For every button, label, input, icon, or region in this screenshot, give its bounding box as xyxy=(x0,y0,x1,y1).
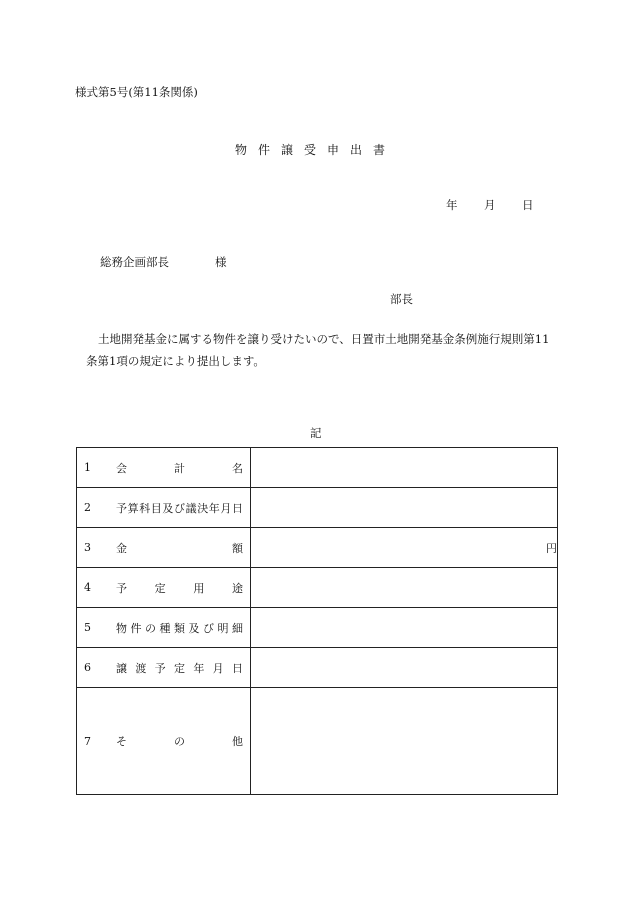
applicant-title: 部長 xyxy=(390,292,413,306)
row-value-cell[interactable] xyxy=(251,608,558,648)
row-value-cell[interactable] xyxy=(251,568,558,608)
row-label: 予算科目及び議決年月日 xyxy=(116,501,243,515)
row-number: 3 xyxy=(84,541,91,554)
addressee-name: 総務企画部長 xyxy=(100,255,169,269)
body-text: 土地開発基金に属する物件を譲り受けたいので、日置市土地開発基金条例施行規則第11条第1項の規定により提出します。 xyxy=(86,332,550,368)
row-label-cell xyxy=(77,528,251,568)
table-row xyxy=(77,688,558,795)
row-label: 譲渡予定年月日 xyxy=(116,661,243,675)
date-year-label: 年 xyxy=(446,198,458,212)
table-row xyxy=(77,528,558,568)
table-row xyxy=(77,448,558,488)
row-label: 物件の種類及び明細 xyxy=(116,621,243,635)
row-value-cell[interactable] xyxy=(251,688,558,795)
table-row xyxy=(77,648,558,688)
row-label: 会計名 xyxy=(116,461,243,475)
row-label-cell xyxy=(77,608,251,648)
row-number: 6 xyxy=(84,661,91,674)
date-day-label: 日 xyxy=(522,198,534,212)
table-row xyxy=(77,568,558,608)
date-line xyxy=(446,197,534,213)
row-value-cell[interactable] xyxy=(251,448,558,488)
row-number: 7 xyxy=(84,734,91,748)
table-row xyxy=(77,488,558,528)
document-title: 物件譲受申出書 xyxy=(235,143,397,157)
row-value-cell[interactable]: 円 xyxy=(251,528,558,568)
ki-label: 記 xyxy=(310,426,322,440)
row-label-cell xyxy=(77,688,251,795)
table-row xyxy=(77,608,558,648)
row-value-cell[interactable] xyxy=(251,648,558,688)
form-number: 様式第5号(第11条関係) xyxy=(75,85,198,99)
row-value-cell[interactable] xyxy=(251,488,558,528)
addressee-honorific: 様 xyxy=(215,255,227,269)
row-label-cell xyxy=(77,648,251,688)
row-label: 予定用途 xyxy=(116,581,243,595)
row-label: その他 xyxy=(116,735,243,748)
row-number: 5 xyxy=(84,621,91,634)
row-label-cell xyxy=(77,488,251,528)
row-number: 4 xyxy=(84,581,91,594)
addressee xyxy=(100,254,227,270)
date-month-label: 月 xyxy=(484,198,496,212)
row-number: 1 xyxy=(84,461,91,474)
row-number: 2 xyxy=(84,501,91,514)
detail-table xyxy=(76,447,558,795)
row-label-cell xyxy=(77,568,251,608)
row-label: 金額 xyxy=(116,541,243,555)
row-label-cell xyxy=(77,448,251,488)
